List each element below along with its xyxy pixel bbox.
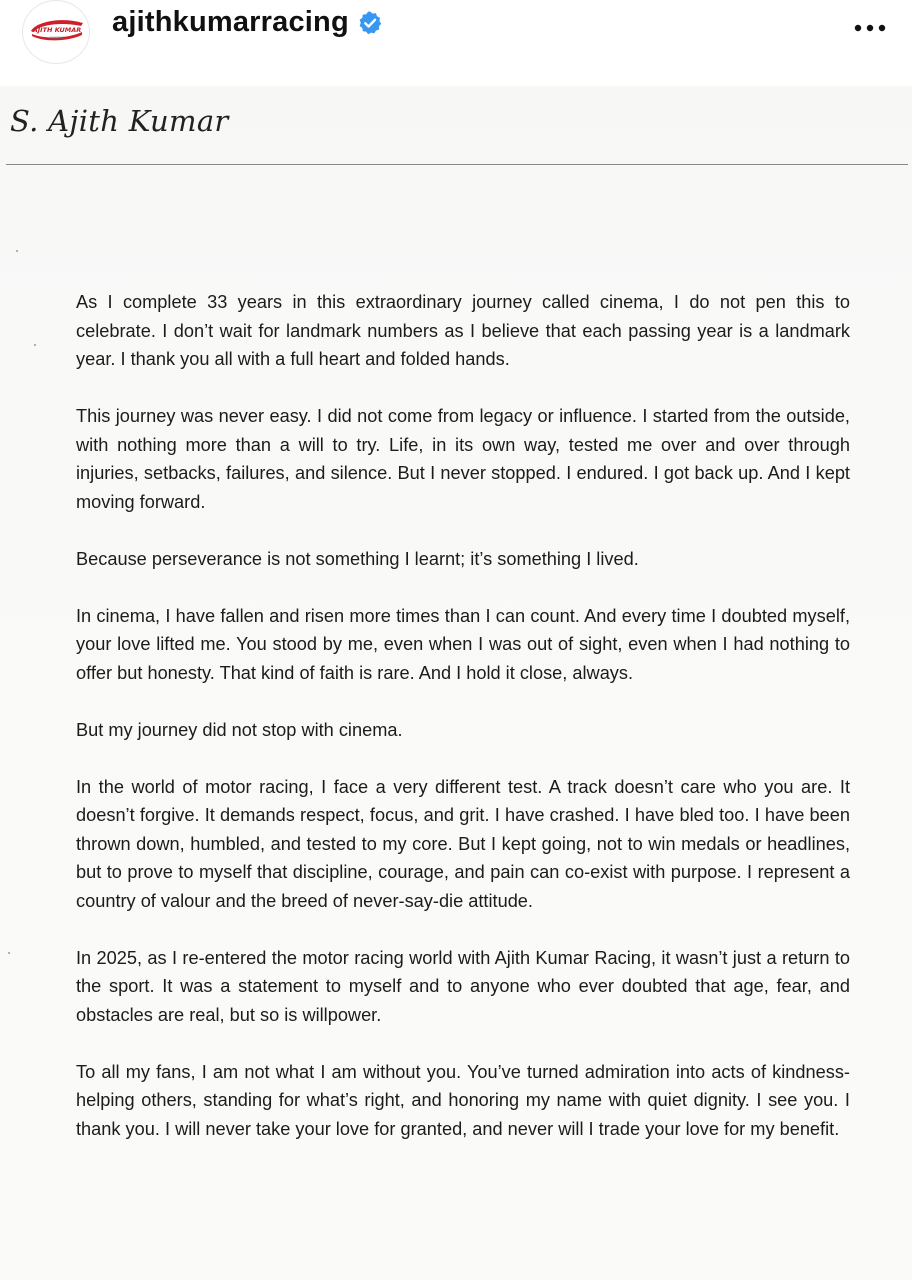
- document-title: S. Ajith Kumar: [10, 104, 229, 138]
- letter-paragraph: In cinema, I have fallen and risen more times than I can count. And every time I doubted myself, your love lifted me. You stood by me, even when I was out of sight, even when I had nothing to offer but honesty. That kind of faith is rare. And I hold it close, always.: [76, 605, 850, 683]
- letter-paragraph: In 2025, as I re-entered the motor racing world with Ajith Kumar Racing, it wasn’t just a return to the sport. It was a statement to myself and to anyone who ever doubted that age, fear, and obstacles are real, but so is willpower.: [76, 947, 850, 1025]
- svg-text:RACING: RACING: [50, 36, 64, 40]
- verified-badge-icon: [357, 10, 383, 36]
- username-row: [112, 6, 383, 39]
- avatar[interactable]: [22, 0, 90, 64]
- scan-speck: [34, 344, 36, 346]
- scan-speck: [16, 250, 18, 252]
- letter-paragraph: But my journey did not stop with cinema.: [76, 719, 403, 740]
- svg-text:AJITH KUMAR: AJITH KUMAR: [32, 26, 82, 34]
- ajith-kumar-racing-logo-icon: [23, 1, 90, 64]
- letter-body: [76, 288, 850, 1172]
- more-horizontal-icon[interactable]: [850, 12, 890, 44]
- letter-document: [0, 86, 912, 1280]
- letter-paragraph: To all my fans, I am not what I am without you. You’ve turned admiration into acts of kindness-helping others, standing for what’s right, and honoring my name with quiet dignity. I see you. I thank you. I will never take your love for granted, and never will I trade your love for my benefit.: [76, 1061, 850, 1139]
- username[interactable]: ajithkumarracing: [112, 6, 349, 38]
- letter-paragraph: This journey was never easy. I did not come from legacy or influence. I started from the outside, with nothing more than a will to try. Life, in its own way, tested me over and over through injuries, setbacks, failures, and silence. But I never stopped. I endured. I got back up. And I kept moving forward.: [76, 406, 850, 512]
- scan-speck: [8, 952, 10, 954]
- letter-paragraph: Because perseverance is not something I learnt; it’s something I lived.: [76, 548, 639, 569]
- post-header: [0, 0, 912, 87]
- title-divider: [6, 164, 908, 165]
- letter-paragraph: In the world of motor racing, I face a very different test. A track doesn’t care who you are. It doesn’t forgive. It demands respect, focus, and grit. I have crashed. I have bled too. I have been thrown down, humbled, and tested to my core. But I kept going, not to win medals or headlines, but to prove to myself that discipline, courage, and pain can co-exist with purpose. I represent a country of valour and the breed of never-say-die attitude.: [76, 776, 850, 911]
- letter-paragraph: As I complete 33 years in this extraordinary journey called cinema, I do not pen this to celebrate. I don’t wait for landmark numbers as I believe that each passing year is a landmark year. I thank you all with a full heart and folded hands.: [76, 292, 850, 369]
